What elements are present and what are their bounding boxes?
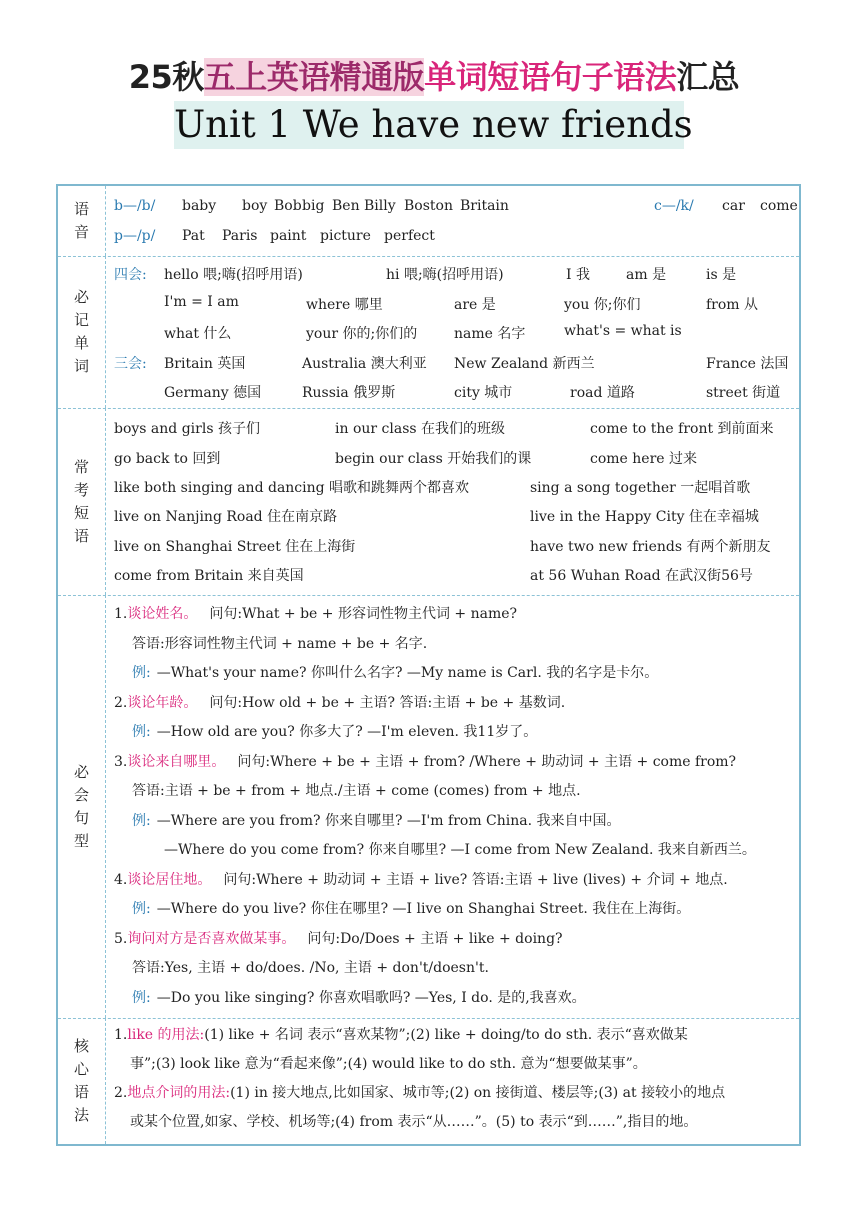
- phonics-word: perfect: [384, 228, 435, 244]
- pronunciation-content: [114, 186, 798, 256]
- phrase-entry: live on Nanjing Road 住在南京路: [114, 509, 338, 525]
- phrases-label: 常 考 短 语: [58, 408, 106, 595]
- word-entry: where 哪里: [306, 297, 383, 313]
- four-skill-label: 四会:: [114, 267, 147, 283]
- phonics-word: picture: [320, 228, 371, 244]
- pronunciation-row: [58, 186, 799, 257]
- word-entry: what's = what is: [564, 323, 682, 339]
- phonics-word: come: [760, 198, 798, 214]
- phrases-content: [114, 408, 795, 595]
- word-entry: I'm = I am: [164, 294, 239, 310]
- main-title: [0, 52, 868, 98]
- three-skill-label: 三会:: [114, 356, 147, 372]
- phrase-entry: come to the front 到前面来: [590, 421, 774, 437]
- example-line: 例: —What's your name? 你叫什么名字? —My name is Carl. 我的名字是卡尔。: [132, 665, 659, 681]
- sentences-content: [114, 595, 795, 1018]
- phonics-key: c—/k/: [654, 198, 694, 214]
- words-row: [58, 256, 799, 409]
- title-prefix: 25秋: [128, 58, 204, 96]
- word-entry: road 道路: [570, 385, 635, 401]
- sentences-row: [58, 595, 799, 1019]
- title-suffix: 汇总: [676, 58, 740, 96]
- example-line-2: —Where do you come from? 你来自哪里? —I come from New Zealand. 我来自新西兰。: [164, 842, 756, 858]
- phrase-entry: have two new friends 有两个新朋友: [530, 539, 771, 555]
- word-entry: your 你的;你们的: [306, 326, 418, 342]
- sentences-label: 必 会 句 型: [58, 595, 106, 1018]
- phrase-entry: live on Shanghai Street 住在上海街: [114, 539, 356, 555]
- summary-table: [56, 184, 801, 1146]
- word-entry: are 是: [454, 297, 496, 313]
- unit-title: Unit 1 We have new friends: [174, 101, 684, 149]
- grammar-row: [58, 1018, 799, 1144]
- grammar-content: [114, 1018, 795, 1144]
- word-entry: from 从: [706, 297, 759, 313]
- phrase-entry: begin our class 开始我们的课: [335, 451, 532, 467]
- sentence-pattern-4: 4.谈论居住地。 问句:Where + 助动词 + 主语 + live? 答语:主语 + live (lives) + 介词 + 地点.: [114, 871, 728, 888]
- word-entry: Britain 英国: [164, 356, 246, 372]
- phrase-entry: like both singing and dancing 唱歌和跳舞两个都喜欢: [114, 480, 470, 496]
- title-highlight: 五上英语精通版: [203, 58, 425, 96]
- grammar-item-1: 1.like 的用法:(1) like + 名词 表示“喜欢某物”;(2) like + doing/to do sth. 表示“喜欢做某: [114, 1027, 688, 1043]
- phrase-entry: come here 过来: [590, 451, 698, 467]
- word-entry: Russia 俄罗斯: [302, 385, 396, 401]
- answer-pattern: 答语:主语 + be + from + 地点./主语 + come (comes) from + 地点.: [132, 783, 581, 799]
- phonics-key: b—/b/: [114, 198, 156, 214]
- sentence-pattern-2: 2.谈论年龄。 问句:How old + be + 主语? 答语:主语 + be + 基数词.: [114, 694, 566, 711]
- grammar-item-2: 2.地点介词的用法:(1) in 接大地点,比如国家、城市等;(2) on 接街道、楼层等;(3) at 接较小的地点: [114, 1085, 726, 1101]
- grammar-item-1-cont: 事”;(3) look like 意为“看起来像”;(4) would like to do sth. 意为“想要做某事”。: [130, 1056, 647, 1072]
- phonics-word: Britain: [460, 198, 509, 214]
- phonics-word: Boston: [404, 198, 453, 214]
- phrase-entry: sing a song together 一起唱首歌: [530, 480, 751, 496]
- phonics-word: paint: [270, 228, 307, 244]
- answer-pattern: 答语:Yes, 主语 + do/does. /No, 主语 + don't/doesn't.: [132, 960, 489, 976]
- phonics-word: Ben: [332, 198, 360, 214]
- word-entry: hi 喂;嗨(招呼用语): [386, 267, 504, 283]
- word-entry: what 什么: [164, 326, 232, 342]
- phonics-word: big: [302, 198, 325, 214]
- phonics-word: car: [722, 198, 745, 214]
- phonics-word: baby: [182, 198, 217, 214]
- word-entry: Germany 德国: [164, 385, 262, 401]
- phrase-entry: at 56 Wuhan Road 在武汉街56号: [530, 568, 753, 584]
- word-entry: is 是: [706, 267, 737, 283]
- word-entry: you 你;你们: [564, 297, 641, 313]
- example-line: 例: —How old are you? 你多大了? —I'm eleven. 我11岁了。: [132, 724, 538, 740]
- word-entry: Australia 澳大利亚: [302, 356, 427, 372]
- phrase-entry: live in the Happy City 住在幸福城: [530, 509, 759, 525]
- grammar-item-2-cont: 或某个位置,如家、学校、机场等;(4) from 表示“从……”。(5) to 表示“到……”,指目的地。: [130, 1114, 698, 1130]
- word-entry: New Zealand 新西兰: [454, 356, 595, 372]
- word-entry: street 街道: [706, 385, 781, 401]
- phrase-entry: go back to 回到: [114, 451, 221, 467]
- word-entry: city 城市: [454, 385, 513, 401]
- phonics-word: Pat: [182, 228, 205, 244]
- word-entry: France 法国: [706, 356, 789, 372]
- phonics-word: Billy: [364, 198, 396, 214]
- example-line: 例: —Do you like singing? 你喜欢唱歌吗? —Yes, I do. 是的,我喜欢。: [132, 989, 586, 1006]
- words-label: 必 记 单 词: [58, 256, 106, 408]
- words-content: [114, 256, 795, 408]
- pronunciation-label: 语 音: [58, 186, 106, 256]
- sentence-pattern-5: 5.询问对方是否喜欢做某事。 问句:Do/Does + 主语 + like + doing?: [114, 930, 563, 947]
- phrase-entry: boys and girls 孩子们: [114, 421, 260, 437]
- grammar-label: 核 心 语 法: [58, 1018, 106, 1144]
- phonics-word: boy: [242, 198, 268, 214]
- example-line: 例: —Where do you live? 你住在哪里? —I live on Shanghai Street. 我住在上海街。: [132, 901, 691, 917]
- phrase-entry: come from Britain 来自英国: [114, 568, 304, 584]
- word-entry: am 是: [626, 267, 667, 283]
- sentence-pattern-1: 1.谈论姓名。 问句:What + be + 形容词性物主代词 + name?: [114, 606, 518, 622]
- phrases-row: [58, 408, 799, 596]
- phrase-entry: in our class 在我们的班级: [335, 421, 506, 437]
- word-entry: I 我: [566, 267, 590, 283]
- phonics-word: Bob: [274, 198, 302, 214]
- answer-pattern: 答语:形容词性物主代词 + name + be + 名字.: [132, 635, 428, 652]
- phonics-key: p—/p/: [114, 228, 156, 244]
- word-entry: hello 喂;嗨(招呼用语): [164, 267, 303, 283]
- sentence-pattern-3: 3.谈论来自哪里。 问句:Where + be + 主语 + from? /Where + 助动词 + 主语 + come from?: [114, 753, 737, 770]
- word-entry: name 名字: [454, 326, 526, 342]
- phonics-word: Paris: [222, 228, 258, 244]
- example-line: 例: —Where are you from? 你来自哪里? —I'm from China. 我来自中国。: [132, 812, 621, 829]
- title-rest: 单词短语句子语法: [424, 58, 677, 96]
